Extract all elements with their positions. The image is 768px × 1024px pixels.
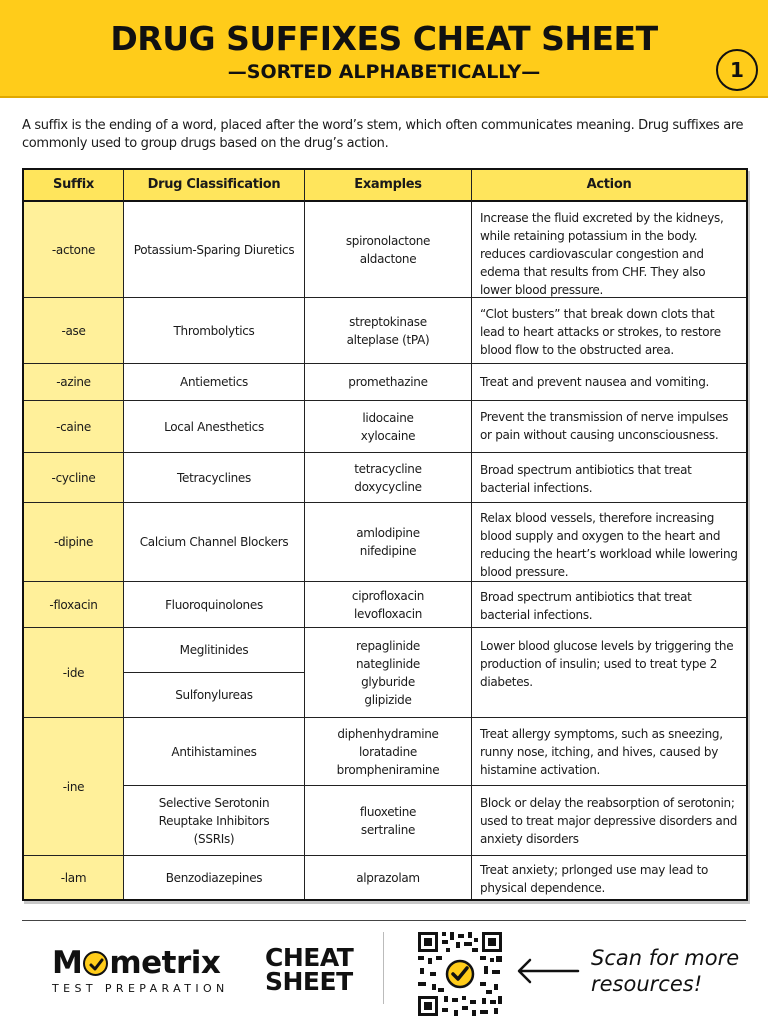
classification-line: Reuptake Inhibitors (158, 813, 270, 828)
footer-vertical-divider (383, 932, 384, 1004)
action-cell: Increase the fluid excreted by the kidneys, while retaining potassium in the body. reduces cardiovascular congestion and edema that results from CHF. They also lower blood pressure. (472, 202, 746, 298)
example-text: aldactone (359, 251, 417, 266)
example-text: sertraline (360, 822, 416, 837)
action-cell: Block or delay the reabsorption of serotonin; used to treat major depressive disorders and anxiety disorders (472, 786, 746, 856)
intro-paragraph: A suffix is the ending of a word, placed after the word’s stem, which often communicates meaning. Drug suffixes are commonly used to group drugs based on the drug’s action. (22, 118, 744, 151)
classification-cell: Fluoroquinolones (124, 582, 305, 628)
page-title: DRUG SUFFIXES CHEAT SHEET (110, 19, 658, 58)
example-text: loratadine (359, 744, 417, 759)
examples-cell (305, 202, 472, 298)
example-text: lidocaine (362, 410, 414, 425)
examples-cell: promethazine (305, 364, 472, 401)
brand-name-prefix: M (52, 945, 83, 981)
example-text: glipizide (364, 692, 412, 707)
suffix-cell: -cycline (24, 453, 124, 503)
classification-cell: Antihistamines (124, 718, 305, 786)
action-cell: Broad spectrum antibiotics that treat bacterial infections. (472, 582, 746, 628)
suffix-cell: -floxacin (24, 582, 124, 628)
example-text: brompheniramine (336, 762, 440, 777)
example-text: repaglinide (356, 638, 420, 653)
classification-cell: Thrombolytics (124, 298, 305, 364)
action-cell: Treat anxiety; prlonged use may lead to physical dependence. (480, 863, 709, 895)
examples-cell (305, 786, 472, 856)
classification-cell: Local Anesthetics (124, 401, 305, 453)
scan-for-resources-text (591, 945, 739, 997)
brand-logo (52, 946, 252, 996)
example-text: diphenhydramine (337, 726, 439, 741)
suffix-cell: -dipine (24, 503, 124, 582)
classification-cell: Meglitinides (124, 628, 305, 673)
left-arrow-icon (516, 956, 580, 986)
example-text: glyburide (361, 674, 415, 689)
cheat-label-line1: CHEAT (265, 943, 354, 972)
classification-line: (SSRIs) (193, 831, 235, 846)
classification-cell: Benzodiazepines (124, 856, 305, 899)
examples-cell (305, 401, 472, 453)
scan-line2: resources! (591, 972, 703, 996)
suffix-cell: -ine (24, 718, 124, 856)
drug-suffix-table (22, 168, 748, 901)
suffix-cell: -actone (24, 202, 124, 298)
classification-cell: Calcium Channel Blockers (124, 503, 305, 582)
examples-cell (305, 453, 472, 503)
example-text: fluoxetine (359, 804, 417, 819)
examples-cell (305, 298, 472, 364)
suffix-cell: -lam (24, 856, 124, 899)
example-text: amlodipine (356, 526, 420, 540)
action-cell: Relax blood vessels, therefore increasing blood supply and oxygen to the heart and reducing the heart’s workload while lowering blood pressure. (472, 503, 746, 582)
page-subtitle: —SORTED ALPHABETICALLY— (227, 61, 541, 83)
suffix-cell: -ase (24, 298, 124, 364)
example-text: ciprofloxacin (351, 588, 425, 603)
page-number-badge: 1 (716, 49, 758, 91)
example-text: levofloxacin (353, 606, 423, 621)
action-cell: Lower blood glucose levels by triggering the production of insulin; used to treat type 2 diabetes. (472, 628, 746, 718)
action-cell: “Clot busters” that break down clots that lead to heart attacks or strokes, to restore blood flow to the obstructed area. (472, 298, 746, 364)
examples-cell (305, 503, 472, 582)
action-cell: Treat and prevent nausea and vomiting. (472, 364, 746, 401)
action-cell: Broad spectrum antibiotics that treat bacterial infections. (472, 453, 746, 503)
action-cell: Prevent the transmission of nerve impulses or pain without causing unconsciousness. (472, 401, 746, 453)
example-text: nateglinide (356, 656, 420, 671)
cheat-sheet-label (265, 943, 354, 996)
example-text: streptokinase (349, 314, 427, 329)
example-text: tetracycline (354, 461, 422, 476)
classification-cell: Antiemetics (124, 364, 305, 401)
checkmark-icon (83, 951, 108, 976)
examples-cell: alprazolam (305, 856, 472, 899)
qr-code-icon[interactable] (416, 930, 504, 1018)
brand-name-suffix: metrix (109, 945, 221, 981)
suffix-cell: -ide (24, 628, 124, 718)
action-cell: Treat allergy symptoms, such as sneezing, runny nose, itching, and hives, caused by histamine activation. (472, 718, 746, 786)
examples-cell (305, 718, 472, 786)
examples-cell (305, 582, 472, 628)
suffix-cell: -caine (24, 401, 124, 453)
brand-name (52, 946, 252, 980)
example-text: xylocaine (360, 428, 416, 443)
suffix-cell: -azine (24, 364, 124, 401)
example-text: nifedipine (359, 544, 417, 558)
classification-cell: Tetracyclines (124, 453, 305, 503)
scan-line1: Scan for more (591, 946, 740, 970)
column-header-classification: Drug Classification (124, 170, 305, 202)
footer-divider (22, 920, 746, 921)
example-text: alteplase (tPA) (346, 332, 430, 347)
example-text: spironolactone (345, 233, 431, 248)
examples-cell (305, 628, 472, 718)
example-text: doxycycline (354, 479, 422, 494)
classification-cell (124, 786, 305, 856)
column-header-action: Action (472, 170, 746, 202)
classification-cell: Sulfonylureas (124, 673, 305, 718)
classification-line: Selective Serotonin (158, 795, 270, 810)
column-header-suffix: Suffix (24, 170, 124, 202)
column-header-examples: Examples (305, 170, 472, 202)
brand-tagline: TEST PREPARATION (52, 982, 229, 995)
cheat-label-line2: SHEET (265, 967, 353, 996)
classification-cell: Potassium-Sparing Diuretics (124, 202, 305, 298)
header-banner (0, 0, 768, 98)
